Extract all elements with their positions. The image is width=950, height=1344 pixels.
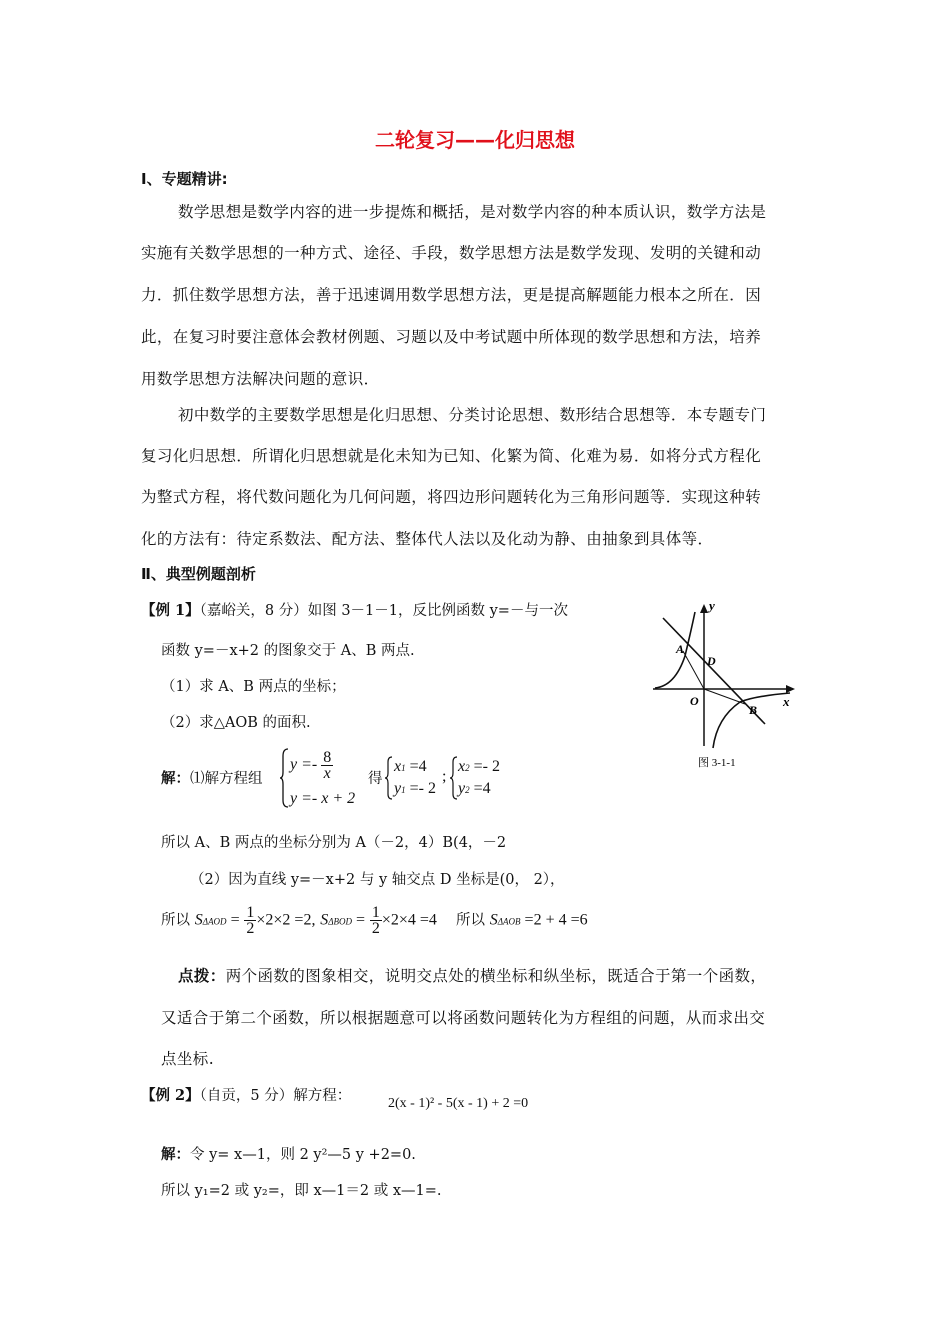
result1-y — [394, 779, 436, 798]
fraction-8-over-x — [321, 750, 333, 781]
para2-line: 初中数学的主要数学思想是化归思想、分类讨论思想、数形结合思想等．本专题专门 — [178, 406, 767, 424]
tip-line-3: 点坐标. — [161, 1050, 215, 1068]
example-2-label: 【例 2】 — [141, 1087, 200, 1104]
example-2-equation: 2(x - 1)² - 5(x - 1) + 2 =0 — [388, 1096, 529, 1111]
val-x1: =4 — [405, 758, 427, 775]
coords-line: 所以 A、B 两点的坐标分别为 A（－2，4）B(4，－2 — [161, 835, 507, 851]
s-aod: S — [194, 911, 203, 929]
val-y1: =- 2 — [405, 780, 436, 797]
suoyi-2: 所以 — [455, 912, 485, 929]
frac-num: 8 — [323, 749, 332, 766]
half-num: 1 — [246, 904, 255, 921]
sub-2: 2 — [465, 763, 470, 773]
result2-y — [458, 779, 491, 798]
para1-line: 数学思想是数学内容的进一步提炼和概括，是对数学内容的种本质认识，数学方法是 — [178, 203, 767, 221]
sub-2: 2 — [465, 785, 470, 795]
point-a-label: A — [676, 642, 685, 656]
para2-line: 复习化归思想．所谓化归思想就是化未知为已知、化繁为简、化难为易．如将分式方程化 — [141, 447, 762, 465]
brace-left-2 — [385, 756, 393, 800]
brace-left-3 — [450, 756, 458, 800]
semicolon: ; — [442, 768, 447, 785]
example-2-text: （自贡，5 分）解方程： — [199, 1088, 352, 1104]
example-1-text: （嘉峪关，8 分）如图 3－1－1，反比例函数 y=－与一次 — [199, 603, 568, 619]
example-2-solution-label: 解： — [161, 1146, 190, 1163]
para1-line: 实施有关数学思想的一种方式、途径、手段，数学思想方法是数学发现、发明的关键和动 — [141, 244, 762, 262]
var-x2: x — [458, 758, 466, 775]
page-title: 二轮复习——化归思想 — [375, 128, 575, 152]
tip-line-1 — [178, 964, 766, 986]
brace-left-1 — [280, 748, 290, 808]
y-axis-arrow — [700, 604, 708, 613]
de-word: 得 — [368, 771, 383, 787]
axis-y-label: y — [709, 598, 715, 613]
sub-1: 1 — [401, 763, 406, 773]
example-1-line2: 函数 y=－x+2 的图象交于 A、B 两点. — [161, 643, 415, 659]
eq-aob: =2 + 4 =6 — [520, 911, 588, 929]
sub-aod: ΔAOD — [202, 916, 227, 927]
frac-den: x — [323, 765, 331, 782]
para2-line: 为整式方程，将代数问题化为几何问题，将四边形问题转化为三角形问题等．实现这种转 — [141, 488, 762, 506]
para1-line: 此，在复习时要注意体会教材例题、习题以及中考试题中所体现的数学思想和方法，培养 — [141, 328, 762, 346]
axis-x-label: x — [783, 694, 790, 709]
half-den: 2 — [246, 920, 255, 937]
eq-bod-b: ×2×4 =4 — [381, 911, 437, 929]
example-2-solution — [161, 1143, 416, 1164]
tip-text: 两个函数的图象相交，说明交点处的横坐标和纵坐标，既适合于第一个函数， — [225, 967, 767, 985]
example-2-final: 所以 y₁=2 或 y₂=，即 x—1＝2 或 x—1=. — [161, 1183, 442, 1199]
example-1-label: 【例 1】 — [141, 602, 200, 619]
hyperbola-right-branch — [713, 693, 790, 748]
example-1-question-2: （2）求△AOB 的面积. — [161, 715, 311, 731]
section-1-heading: Ⅰ、专题精讲: — [141, 170, 228, 188]
fraction-half-2 — [370, 905, 382, 936]
sub-1: 1 — [401, 785, 406, 795]
point-d-label: D — [707, 654, 716, 668]
para1-line: 力．抓住数学思想方法，善于迅速调用数学思想方法，更是提高解题能力根本之所在．因 — [141, 286, 762, 304]
eq-bod-a: = — [352, 911, 366, 929]
suoyi-1: 所以 — [161, 912, 190, 929]
section-2-heading: Ⅱ、典型例题剖析 — [141, 565, 256, 583]
solution-label: 解： — [161, 770, 190, 787]
para2-line: 化的方法有：待定系数法、配方法、整体代人法以及化动为静、由抽象到具体等． — [141, 530, 714, 548]
system-eq1 — [290, 750, 333, 781]
val-y2: =4 — [469, 780, 491, 797]
eq1-lhs: y =- — [290, 756, 318, 774]
para1-line: 用数学思想方法解决问题的意识． — [141, 370, 380, 388]
point-o-label: O — [690, 694, 699, 708]
figure-caption: 图 3-1-1 — [698, 757, 736, 769]
half-den: 2 — [371, 920, 380, 937]
sub-aob: ΔAOB — [497, 916, 521, 927]
s-aob: S — [489, 911, 498, 929]
example-2-solution-text: 令 y= x—1，则 2 y²—5 y +2=0. — [190, 1147, 416, 1163]
eq-aod-a: = — [226, 911, 240, 929]
half-num: 1 — [371, 904, 380, 921]
x-axis-arrow — [786, 685, 795, 693]
tip-line-2: 又适合于第二个函数，所以根据题意可以将函数问题转化为方程组的问题，从而求出交 — [161, 1009, 766, 1027]
area-line — [161, 905, 588, 936]
result2-x — [458, 757, 500, 776]
eq-aod-b: ×2×2 =2, — [256, 911, 316, 929]
result1-x — [394, 757, 427, 776]
system-eq2: y =- x + 2 — [290, 790, 356, 807]
solution-text: ⑴解方程组 — [190, 771, 263, 787]
var-y2: y — [458, 780, 466, 797]
solution-intro — [161, 767, 263, 788]
figure-3-1-1 — [645, 596, 805, 776]
fraction-half-1 — [244, 905, 256, 936]
sub-bod: ΔBOD — [328, 916, 353, 927]
example-1-line1 — [141, 599, 568, 620]
var-y1: y — [394, 780, 402, 797]
var-x1: x — [394, 758, 402, 775]
example-2-line — [141, 1084, 351, 1105]
val-x2: =- 2 — [469, 758, 500, 775]
hyperbola-left-branch — [655, 612, 695, 688]
tip-label: 点拨： — [178, 966, 226, 985]
point-b-label: B — [749, 703, 758, 717]
example-1-question-1: （1）求 A、B 两点的坐标； — [161, 679, 346, 695]
part2-line: （2）因为直线 y=－x+2 与 y 轴交点 D 坐标是(0， 2）， — [190, 872, 565, 888]
s-bod: S — [320, 911, 329, 929]
